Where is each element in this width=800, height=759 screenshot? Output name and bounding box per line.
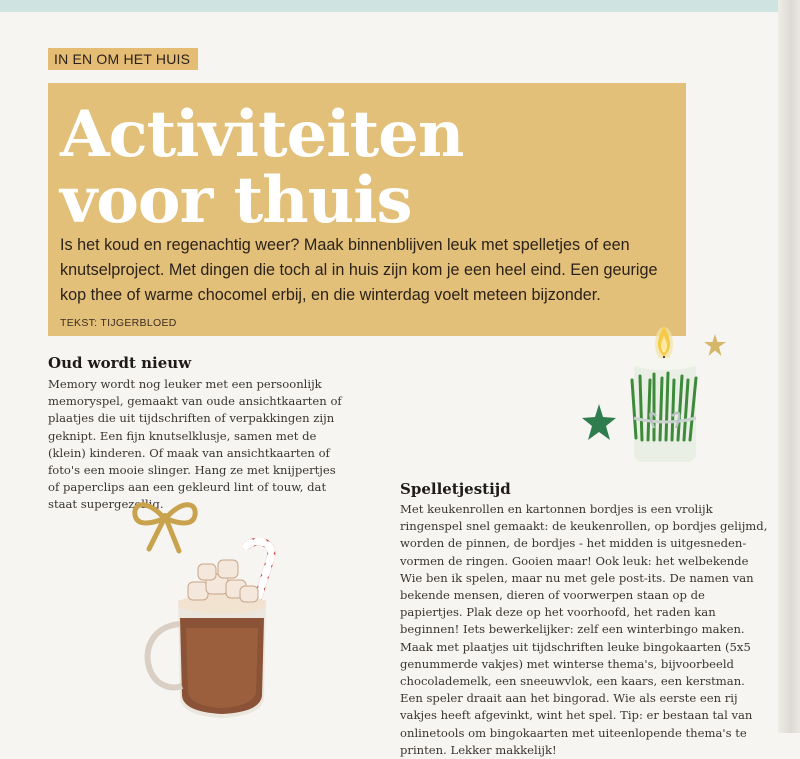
body-spelletjestijd: Met keukenrollen en kartonnen bordjes is een vrolijk ringenspel snel gemaakt: de keukenrollen, op bordjes gelijmd, worden de pinnen, de bordjes - het midden is uitgesneden- vormen de ringen. Gooien maar! Ook leuk: het welbekende Wie ben ik spelen, maar nu met gele post-its. De namen van bekende mensen, dieren of voorwerpen staan op de papiertjes. Plak deze op het voorhoofd, het raden kan beginnen! Iets bewerkelijker: zelf een winterbingo maken. Maak met plaatjes uit tijdschriften leuke bingokaarten (5x5 genummerde vakjes) met winterse thema's, bijvoorbeeld chocolademelk, een sneeuwvlok, een kaars, een kerstman. Een speler draait aan het bingorad. Wie als eerste een rij vakjes heeft afgevinkt, wint het spel. Tip: er bestaan tal van onlinetools om bingokaarten met uiteenlopende thema's te printen. Lekker makkelijk!: [400, 502, 768, 757]
title-line-1: Activiteiten: [60, 97, 464, 172]
hero-block: [48, 83, 686, 336]
heading-spelletjestijd: Spelletjestijd: [400, 480, 511, 498]
intro-text: Is het koud en regenachtig weer? Maak binnenblijven leuk met spelletjes of een knutselproject. Met dingen die toch al in huis zijn kom je een heel eind. Een geurige kop thee of warme chocomel erbij, en die winterdag voelt meteen bijzonder.: [60, 236, 658, 304]
cocoa-mug-icon: [138, 538, 298, 723]
author-credit: TEKST: TIJGERBLOED: [60, 317, 177, 329]
page-edge: [778, 0, 800, 733]
body-oud-wordt-nieuw: Memory wordt nog leuker met een persoonlijk memoryspel, gemaakt van oude ansichtkaarten of plaatjes die uit tijdschriften of verpakkingen zijn geknipt. Een fijn knutselklusje, samen met de (klein) kinderen. Of maak van ansichtkaarten of foto's een mooie slinger. Hang ze met knijpertjes of paperclips aan een gekleurd lint of touw, dat staat supergezellig.: [48, 377, 342, 512]
top-color-strip: [0, 0, 800, 12]
gold-star-icon: [703, 333, 727, 357]
section-label: IN EN OM HET HUIS: [48, 48, 198, 70]
star-icon: [580, 402, 618, 442]
heading-oud-wordt-nieuw: Oud wordt nieuw: [48, 354, 192, 372]
title-line-2: voor thuis: [60, 163, 412, 238]
